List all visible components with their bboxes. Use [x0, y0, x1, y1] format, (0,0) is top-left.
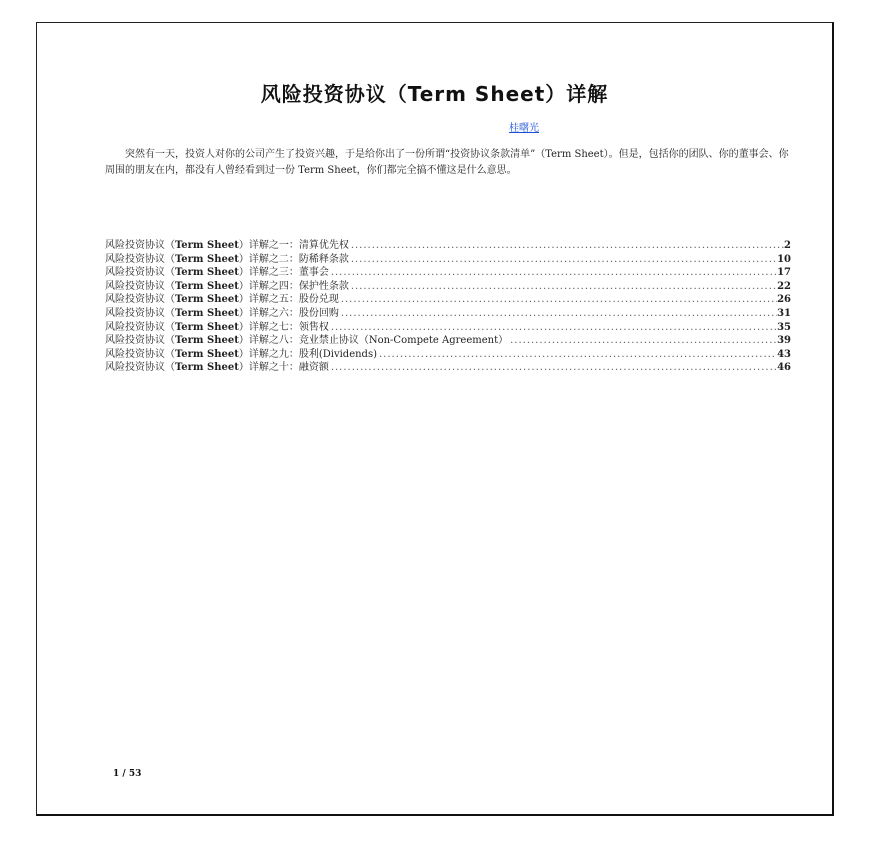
toc-entry-title [105, 321, 329, 335]
toc-entry-prefix: 风险投资协议（ [105, 240, 175, 251]
toc-page-number: 26 [777, 294, 791, 306]
toc-entry-title [105, 239, 349, 253]
toc-entry-prefix: 风险投资协议（ [105, 335, 175, 347]
toc-entry[interactable] [105, 266, 791, 280]
toc-entry[interactable] [105, 307, 791, 321]
toc-entry[interactable] [105, 361, 791, 375]
page-indicator: 1 / 53 [113, 769, 142, 779]
toc-page-number: 10 [777, 253, 791, 265]
toc-entry-prefix: 风险投资协议（ [105, 280, 175, 292]
toc-page-number: 43 [777, 348, 791, 360]
toc-entry-suffix: ）详解之十：融资额 [238, 362, 329, 374]
toc-entry[interactable] [105, 334, 791, 348]
toc-page-number: 46 [777, 362, 791, 374]
toc-entry-suffix: ）详解之八：竞业禁止协议（Non-Compete Agreement） [238, 335, 509, 347]
toc-entry-title [105, 334, 508, 348]
toc-entry[interactable] [105, 293, 791, 307]
toc-entry-term: Term Sheet [175, 335, 239, 347]
toc-leader-dots [508, 334, 777, 348]
toc-page-number: 35 [777, 321, 791, 333]
document-page [36, 22, 834, 816]
toc-entry[interactable] [105, 239, 791, 253]
toc-entry[interactable] [105, 253, 791, 267]
toc-entry-suffix: ）详解之一：清算优先权 [238, 240, 349, 251]
toc-entry-prefix: 风险投资协议（ [105, 321, 175, 333]
toc-entry-title [105, 280, 349, 294]
toc-entry-prefix: 风险投资协议（ [105, 267, 175, 279]
toc-entry[interactable] [105, 321, 791, 335]
toc-leader-dots [349, 239, 784, 253]
toc-entry-prefix: 风险投资协议（ [105, 307, 175, 319]
toc-entry-prefix: 风险投资协议（ [105, 253, 175, 265]
toc-entry-term: Term Sheet [175, 321, 239, 333]
toc-entry-prefix: 风险投资协议（ [105, 294, 175, 306]
toc-entry-title [105, 293, 339, 307]
toc-entry-term: Term Sheet [175, 240, 239, 251]
toc-entry-term: Term Sheet [175, 253, 239, 265]
toc-page-number: 39 [777, 335, 791, 347]
toc-leader-dots [329, 321, 777, 335]
toc-entry-title [105, 348, 377, 362]
toc-page-number: 31 [777, 307, 791, 319]
toc-entry-title [105, 266, 329, 280]
toc-leader-dots [349, 253, 777, 267]
toc-entry-term: Term Sheet [175, 348, 239, 360]
toc-entry-title [105, 307, 339, 321]
toc-entry[interactable] [105, 348, 791, 362]
toc-entry-title [105, 361, 329, 375]
toc-leader-dots [329, 361, 777, 375]
toc-entry-suffix: ）详解之三：董事会 [238, 267, 329, 279]
toc-entry-prefix: 风险投资协议（ [105, 348, 175, 360]
toc-entry-suffix: ）详解之四：保护性条款 [238, 280, 349, 292]
toc-page-number: 22 [777, 280, 791, 292]
author-link[interactable]: 桂曙光 [509, 123, 539, 134]
toc-entry-suffix: ）详解之六：股份回购 [238, 307, 339, 319]
toc-entry-term: Term Sheet [175, 362, 239, 374]
toc-entry-suffix: ）详解之九：股利(Dividends) [238, 348, 377, 360]
toc-entry[interactable] [105, 280, 791, 294]
toc-entry-suffix: ）详解之二：防稀释条款 [238, 253, 349, 265]
toc-leader-dots [329, 266, 777, 280]
toc-leader-dots [339, 293, 777, 307]
toc-entry-term: Term Sheet [175, 267, 239, 279]
toc-entry-suffix: ）详解之五：股份兑现 [238, 294, 339, 306]
toc-page-number: 17 [777, 267, 791, 279]
intro-paragraph [105, 147, 793, 179]
toc-entry-suffix: ）详解之七：领售权 [238, 321, 329, 333]
toc-entry-title [105, 253, 349, 267]
toc-leader-dots [377, 348, 777, 362]
toc-page-number: 2 [784, 240, 791, 251]
toc-leader-dots [339, 307, 777, 321]
toc-entry-prefix: 风险投资协议（ [105, 362, 175, 374]
toc-entry-term: Term Sheet [175, 294, 239, 306]
toc-entry-term: Term Sheet [175, 307, 239, 319]
table-of-contents [105, 239, 791, 375]
intro-text: 突然有一天，投资人对你的公司产生了投资兴趣，于是给你出了一份所谓“投资协议条款清单”（Term Sheet）。但是，包括你的团队、你的董事会、你周围的朋友在内，都没有人曾经看到过一份 Term Sheet，你们都完全搞不懂这是什么意思。 [105, 149, 789, 176]
toc-leader-dots [349, 280, 777, 294]
toc-entry-term: Term Sheet [175, 280, 239, 292]
document-title: 风险投资协议（Term Sheet）详解 [260, 82, 609, 106]
